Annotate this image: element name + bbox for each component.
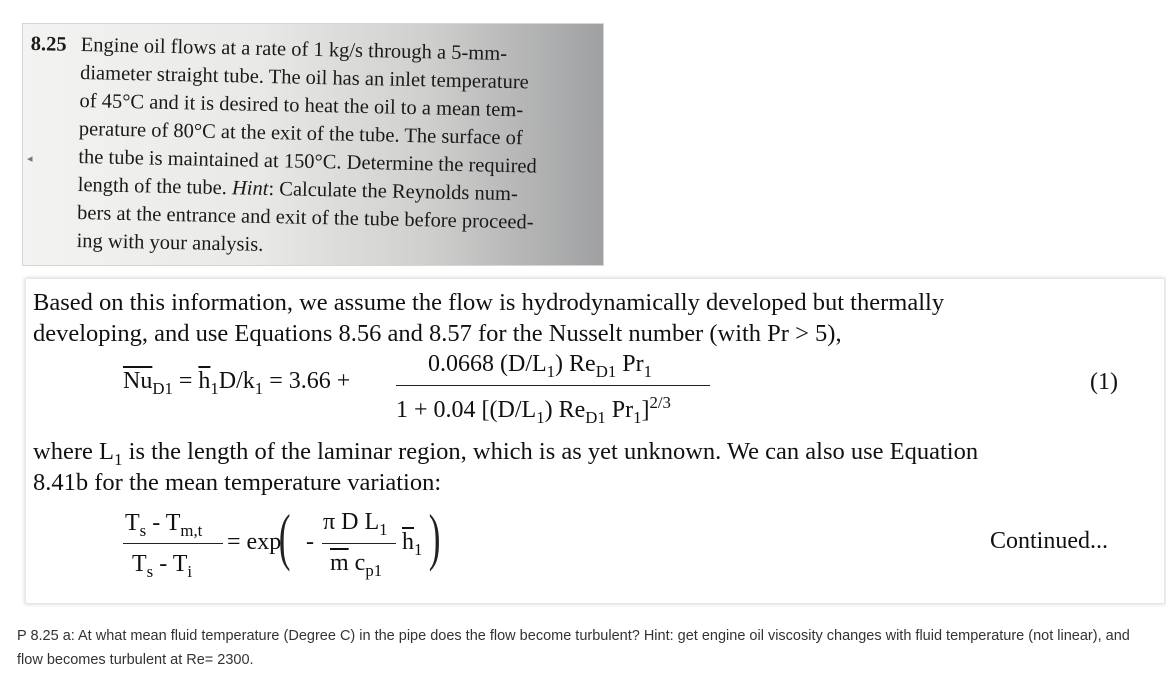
equation-2-hbar: $\overline{h}_1$ xyxy=(402,529,423,559)
equation-2-fraction-bar xyxy=(123,543,223,544)
equation-2-inner-fraction-bar xyxy=(322,543,396,544)
solution-para-2-line-2: 8.41b for the mean temperature variation: xyxy=(33,469,442,496)
equation-2-numerator: $T_s - T_{m,t}$ xyxy=(125,510,203,540)
equation-1-number: (1) xyxy=(1090,369,1118,395)
problem-text xyxy=(26,30,591,265)
continued-label: Continued... xyxy=(990,528,1108,554)
equation-1-lhs: $\overline{Nu}_{D1} = \overline{h}_1D/k_1 = 3.66$ + xyxy=(123,368,351,398)
problem-line-2: diameter straight tube. The oil has an inlet temperature xyxy=(79,62,530,94)
problem-number: 8.25 xyxy=(30,32,67,56)
equation-2-minus: - xyxy=(306,529,314,555)
problem-line-5: the tube is maintained at 150°C. Determine the required xyxy=(78,146,537,178)
equation-2-inner-denominator: $\overline{m}$ $c_{p1}$ xyxy=(330,550,383,580)
problem-line-8: ing with your analysis. xyxy=(76,230,264,256)
equation-2-exp: = exp xyxy=(227,529,282,555)
equation-1-numerator: 0.0668 $(D/L_1)$ $Re_{D1}$ $Pr_1$ xyxy=(428,351,652,381)
equation-2-denominator: $T_s - T_i$ xyxy=(132,551,193,581)
solution-para-1-line-2: developing, and use Equations 8.56 and 8.57 for the Nusselt number (with Pr > 5), xyxy=(33,320,842,347)
equation-2-inner-numerator: π D $L_1$ xyxy=(323,509,388,539)
solution-para-1-line-1: Based on this information, we assume the flow is hydrodynamically developed but thermally xyxy=(33,289,945,316)
problem-line-7: bers at the entrance and exit of the tube before proceed- xyxy=(76,202,534,234)
solution-para-2-line-1: where $L_1$ is the length of the laminar region, which is as yet unknown. We can also use Equation xyxy=(33,438,979,469)
equation-1-denominator: 1 + 0.04 [$(D/L_1)$ $Re_{D1}$ $Pr_1]^{2/3}$ xyxy=(396,393,671,427)
problem-line-6: length of the tube. xyxy=(77,174,228,200)
left-paren-icon: ( xyxy=(278,501,291,572)
hint-text: : Calculate the Reynolds num- xyxy=(268,178,519,206)
problem-line-4: perature of 80°C at the exit of the tube. The surface of xyxy=(78,118,523,150)
solution-panel xyxy=(25,278,1165,604)
margin-arrow-icon: ◂ xyxy=(27,153,33,165)
problem-line-3: of 45°C and it is desired to heat the oil to a mean tem- xyxy=(79,90,524,122)
question-text: P 8.25 a: At what mean fluid temperature (Degree C) in the pipe does the flow become turbulent? Hint: get engine oil viscosity changes with fluid temperature (not linear), and flow becomes turbulent at Re= 2300. xyxy=(17,628,1130,668)
equation-1-fraction-bar xyxy=(396,385,710,386)
hint-label: Hint xyxy=(231,177,269,201)
textbook-problem-scan xyxy=(23,24,603,265)
problem-line-1: Engine oil flows at a rate of 1 kg/s through a 5-mm- xyxy=(80,34,508,65)
right-paren-icon: ) xyxy=(428,501,441,572)
